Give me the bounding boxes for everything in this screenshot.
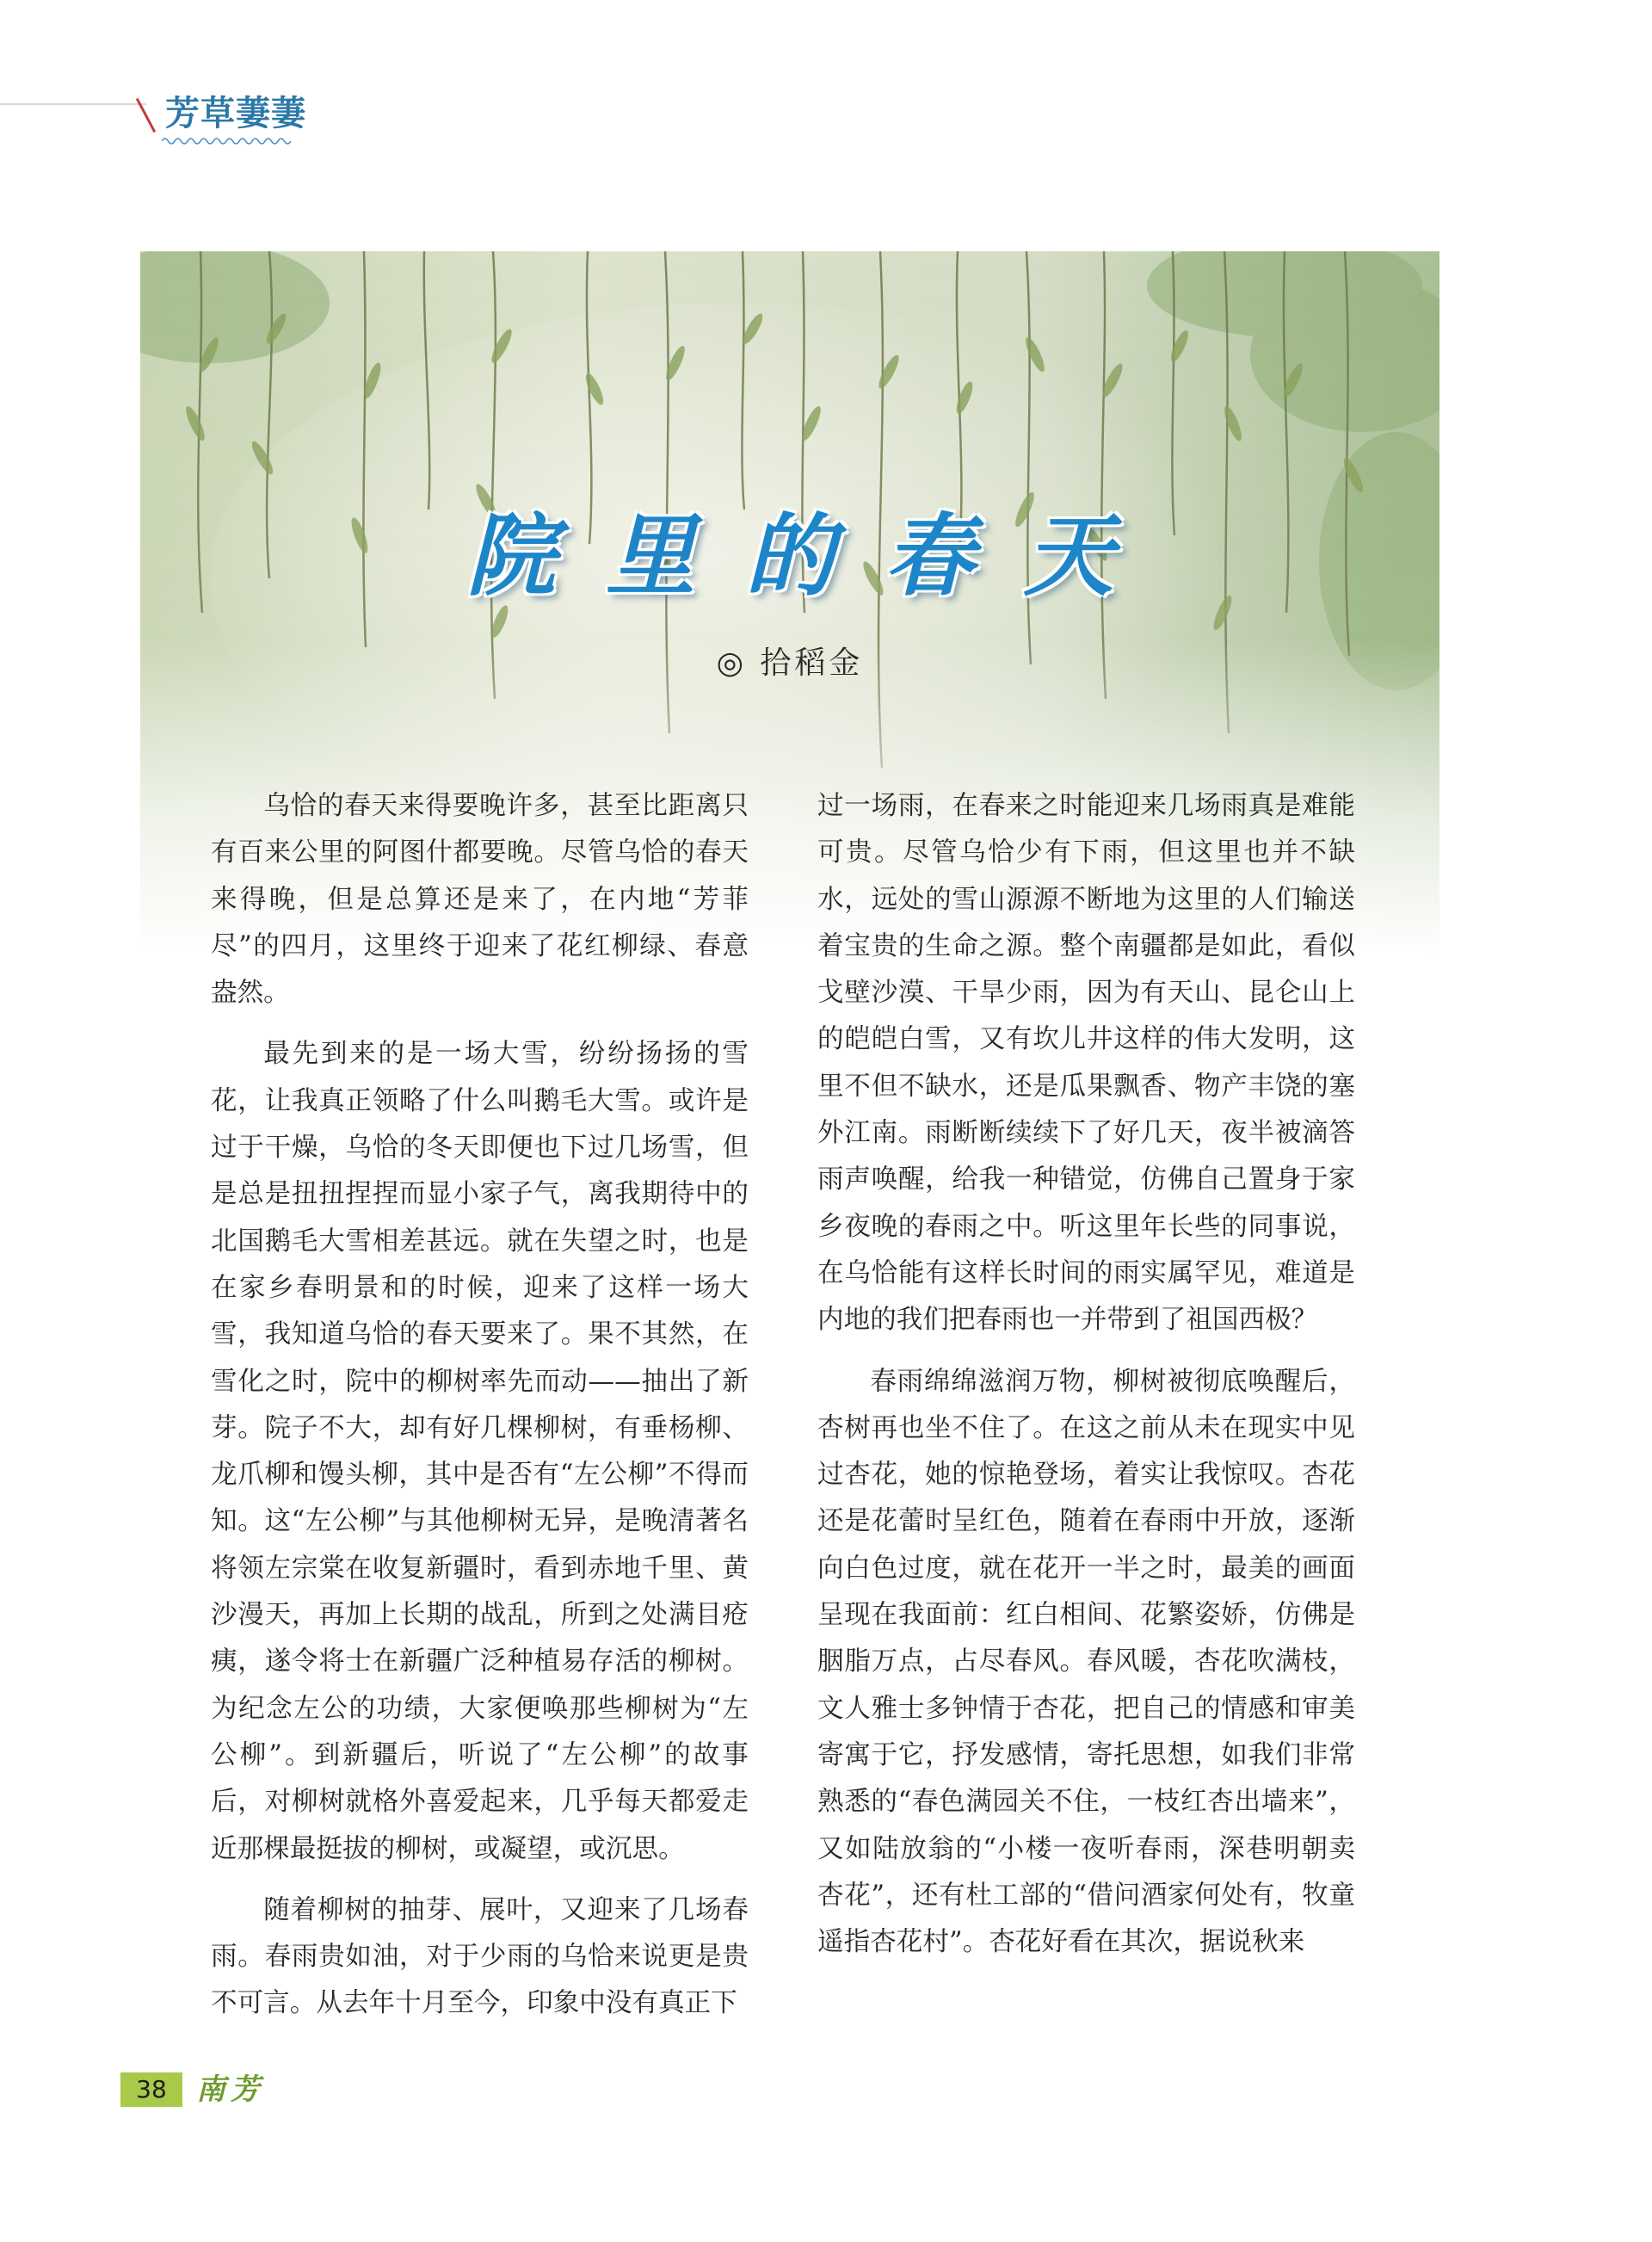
left-text-column bbox=[211, 783, 749, 2042]
paragraph: 春雨绵绵滋润万物，柳树被彻底唤醒后，杏树再也坐不住了。在这之前从未在现实中见过杏花，她的惊艳登场，着实让我惊叹。杏花还是花蕾时呈红色，随着在春雨中开放，逐渐向白色过度，就在花开一半之时，最美的画面呈现在我面前：红白相间、花繁姿娇，仿佛是胭脂万点，占尽春风。春风暖，杏花吹满枝，文人雅士多钟情于杏花，把自己的情感和审美寄寓于它，抒发感情，寄托思想，如我们非常熟悉的“春色满园关不住，一枝红杏出墙来”，又如陆放翁的“小楼一夜听春雨，深巷明朝卖杏花”，还有杜工部的“借问酒家何处有，牧童遥指杏花村”。杏花好看在其次，据说秋来 bbox=[817, 1366, 1355, 1958]
article-author: ◎ 拾稻金 bbox=[716, 645, 864, 681]
page-number: 38 bbox=[120, 2072, 182, 2107]
paragraph-continued: 过一场雨，在春来之时能迎来几场雨真是难能可贵。尽管乌恰少有下雨，但这里也并不缺水，远处的雪山源源不断地为这里的人们输送着宝贵的生命之源。整个南疆都是如此，看似戈壁沙漠、干旱少雨，因为有天山、昆仑山上的皑皑白雪，又有坎儿井这样的伟大发明，这里不但不缺水，还是瓜果飘香、物产丰饶的塞外江南。雨断断续续下了好几天，夜半被滴答雨声唤醒，给我一种错觉，仿佛自己置身于家乡夜晚的春雨之中。听这里年长些的同事说，在乌恰能有这样长时间的雨实属罕见，难道是内地的我们把春雨也一并带到了祖国西极？ bbox=[817, 791, 1355, 1336]
article-title: 院里的春天 bbox=[465, 503, 1163, 608]
right-text-column bbox=[817, 783, 1355, 1980]
paragraph: 随着柳树的抽芽、展叶，又迎来了几场春雨。春雨贵如油，对于少雨的乌恰来说更是贵不可言。从去年十月至今，印象中没有真正下 bbox=[211, 1894, 749, 2019]
paragraph: 乌恰的春天来得要晚许多，甚至比距离只有百来公里的阿图什都要晚。尽管乌恰的春天来得晚，但是总算还是来了，在内地“芳菲尽”的四月，这里终于迎来了花红柳绿、春意盎然。 bbox=[211, 791, 749, 1009]
header-rule bbox=[0, 103, 146, 105]
section-title: 芳草萋萋 bbox=[165, 94, 306, 133]
paragraph: 最先到来的是一场大雪，纷纷扬扬的雪花，让我真正领略了什么叫鹅毛大雪。或许是过于干燥，乌恰的冬天即便也下过几场雪，但是总是扭扭捏捏而显小家子气，离我期待中的北国鹅毛大雪相差甚远。就在失望之时，也是在家乡春明景和的时候，迎来了这样一场大雪，我知道乌恰的春天要来了。果不其然，在雪化之时，院中的柳树率先而动——抽出了新芽。院子不大，却有好几棵柳树，有垂杨柳、龙爪柳和馒头柳，其中是否有“左公柳”不得而知。这“左公柳”与其他柳树无异，是晚清著名将领左宗棠在收复新疆时，看到赤地千里、黄沙漫天，再加上长期的战乱，所到之处满目疮痍，遂令将士在新疆广泛种植易存活的柳树。为纪念左公的功绩，大家便唤那些柳树为“左公柳”。到新疆后，听说了“左公柳”的故事后，对柳树就格外喜爱起来，几乎每天都爱走近那棵最挺拔的柳树，或凝望，或沉思。 bbox=[211, 1039, 749, 1864]
magazine-name: 南芳 bbox=[196, 2072, 265, 2107]
wave-ornament-icon bbox=[162, 136, 291, 146]
